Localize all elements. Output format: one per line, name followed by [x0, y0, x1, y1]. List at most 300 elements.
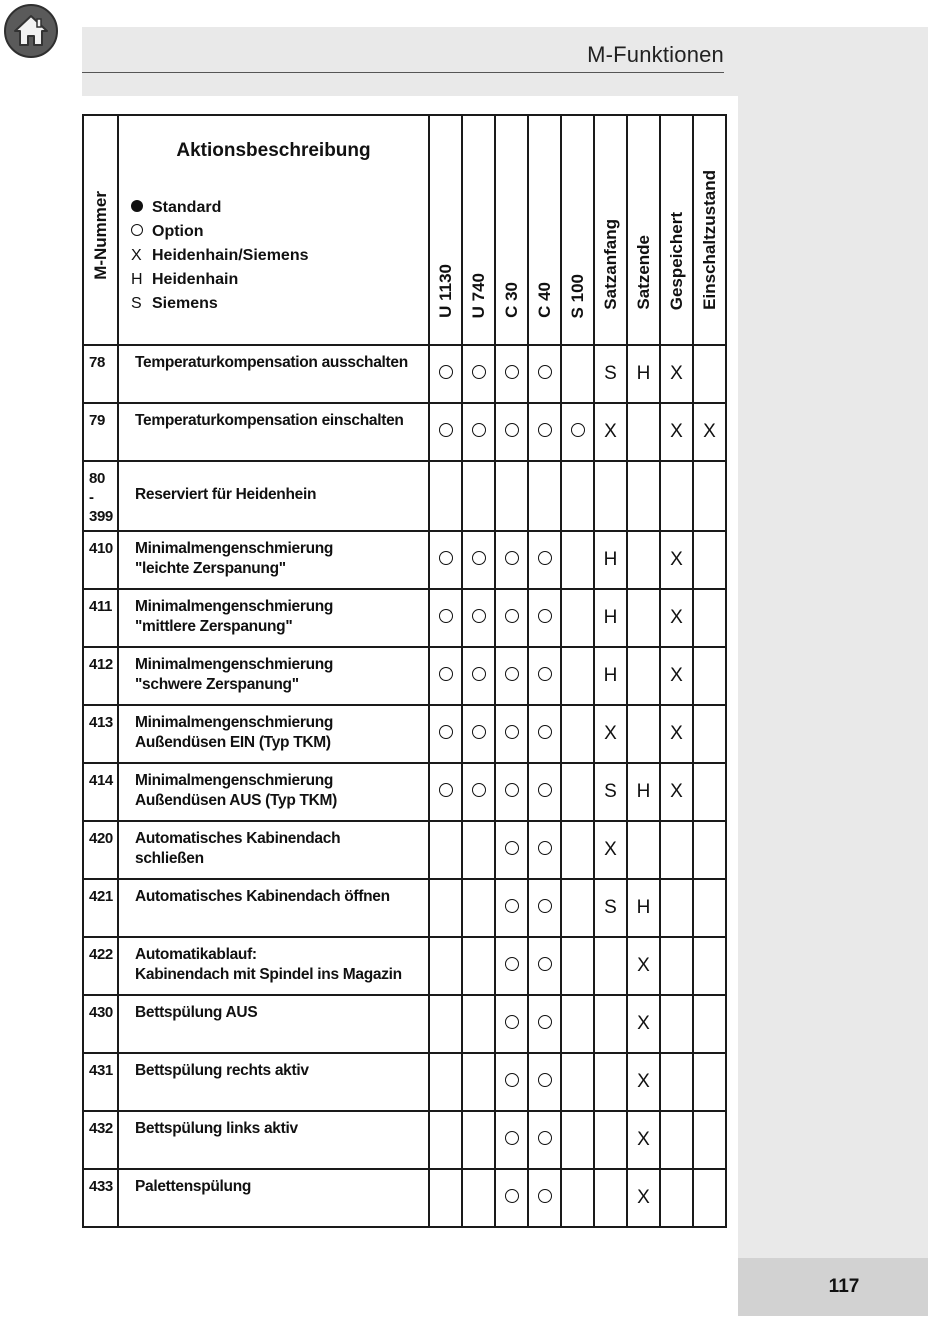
legend-label: Option: [152, 223, 204, 240]
value-cell: [528, 647, 561, 705]
description-line: Minimalmengenschmierung: [135, 656, 334, 673]
option-circle-icon: [505, 1189, 519, 1203]
legend-item: [131, 220, 416, 244]
option-circle-icon: [505, 899, 519, 913]
value-symbol: X: [637, 1187, 650, 1208]
value-cell: [429, 531, 462, 589]
value-cell: [528, 531, 561, 589]
m-number: 411: [89, 598, 112, 615]
value-cell: [594, 1169, 627, 1227]
description-line: Palettenspülung: [135, 1178, 252, 1195]
option-circle-icon: [538, 1015, 552, 1029]
value-symbol: X: [670, 723, 683, 744]
table-row: [83, 1111, 726, 1169]
option-circle-icon: [439, 667, 453, 681]
value-cell: [594, 879, 627, 937]
open-circle-icon: [131, 223, 152, 241]
description-cell: [118, 403, 429, 461]
value-symbol: S: [604, 363, 617, 384]
table-row: [83, 403, 726, 461]
option-circle-icon: [439, 725, 453, 739]
value-cell: [429, 345, 462, 403]
home-button[interactable]: [4, 4, 58, 58]
option-circle-icon: [538, 1073, 552, 1087]
page-number: 117: [828, 1276, 860, 1297]
option-circle-icon: [472, 667, 486, 681]
value-cell: [429, 763, 462, 821]
value-cell: [561, 531, 594, 589]
description-title: Aktionsbeschreibung: [176, 140, 371, 161]
value-cell: [660, 589, 693, 647]
value-symbol: X: [637, 955, 650, 976]
col-header-satzende: Satzende: [627, 115, 660, 345]
value-cell: [495, 461, 528, 531]
value-cell: [495, 1053, 528, 1111]
option-circle-icon: [505, 783, 519, 797]
value-cell: [627, 879, 660, 937]
legend-label: Heidenhain: [152, 271, 239, 288]
value-cell: [693, 531, 726, 589]
value-cell: [660, 879, 693, 937]
legend-label: Standard: [152, 199, 222, 216]
value-cell: [495, 1169, 528, 1227]
option-circle-icon: [538, 725, 552, 739]
value-cell: [429, 995, 462, 1053]
value-cell: [495, 403, 528, 461]
header-divider: [82, 72, 724, 73]
value-cell: [462, 1169, 495, 1227]
option-circle-icon: [538, 551, 552, 565]
option-circle-icon: [439, 365, 453, 379]
table-row: [83, 647, 726, 705]
legend-item: [131, 268, 416, 292]
description-line: Minimalmengenschmierung: [135, 714, 334, 731]
value-cell: [462, 461, 495, 531]
value-cell: [429, 461, 462, 531]
value-cell: [462, 705, 495, 763]
value-cell: [528, 763, 561, 821]
value-cell: [429, 1169, 462, 1227]
value-cell: [594, 589, 627, 647]
m-number: 421: [89, 888, 113, 905]
m-number-cell: [83, 879, 118, 937]
col-header-s100: S 100: [561, 115, 594, 345]
value-cell: [693, 879, 726, 937]
legend-symbol: S: [131, 295, 142, 312]
col-header-c40: C 40: [528, 115, 561, 345]
value-cell: [462, 647, 495, 705]
description-cell: [118, 647, 429, 705]
value-cell: [561, 1111, 594, 1169]
value-cell: [495, 995, 528, 1053]
option-circle-icon: [538, 783, 552, 797]
value-cell: [495, 531, 528, 589]
value-cell: [660, 1111, 693, 1169]
value-cell: [693, 995, 726, 1053]
description-line: "mittlere Zerspanung": [135, 618, 293, 635]
description-cell: [118, 1111, 429, 1169]
option-circle-icon: [571, 423, 585, 437]
m-number-cell: [83, 763, 118, 821]
description-cell: [118, 1053, 429, 1111]
value-cell: [693, 763, 726, 821]
col-header-u1130: U 1130: [429, 115, 462, 345]
option-circle-icon: [505, 1015, 519, 1029]
value-cell: [495, 763, 528, 821]
value-cell: [693, 1111, 726, 1169]
m-number-cell: [83, 461, 118, 531]
value-cell: [660, 403, 693, 461]
value-cell: [627, 1053, 660, 1111]
value-cell: [561, 1169, 594, 1227]
value-symbol: X: [670, 607, 683, 628]
value-cell: [561, 345, 594, 403]
m-number-cell: [83, 937, 118, 995]
value-symbol: X: [703, 421, 716, 442]
description-cell: [118, 345, 429, 403]
m-number: 433: [89, 1178, 113, 1195]
description-line: Minimalmengenschmierung: [135, 598, 334, 615]
value-cell: [627, 647, 660, 705]
option-circle-icon: [439, 609, 453, 623]
value-symbol: H: [603, 607, 618, 628]
description-cell: [118, 879, 429, 937]
m-number: 431: [89, 1062, 113, 1079]
description-line: Bettspülung links aktiv: [135, 1120, 298, 1137]
description-line: Bettspülung rechts aktiv: [135, 1062, 309, 1079]
value-symbol: X: [604, 723, 617, 744]
value-cell: [660, 763, 693, 821]
value-cell: [495, 821, 528, 879]
header-band: [82, 27, 928, 96]
side-band: [738, 96, 928, 1316]
value-cell: [561, 1053, 594, 1111]
value-symbol: X: [670, 665, 683, 686]
m-number-cell: [83, 821, 118, 879]
m-number-cell: [83, 531, 118, 589]
table-row: [83, 1053, 726, 1111]
description-cell: [118, 461, 429, 531]
home-icon: [11, 11, 51, 51]
legend-label: Heidenhain/Siemens: [152, 247, 309, 264]
value-cell: [528, 705, 561, 763]
value-cell: [660, 937, 693, 995]
description-line: schließen: [135, 850, 204, 867]
option-circle-icon: [538, 899, 552, 913]
col-header-satzanfang: Satzanfang: [594, 115, 627, 345]
table-header-row: [83, 115, 726, 345]
col-header-gespeichert: Gespeichert: [660, 115, 693, 345]
legend-item: [131, 292, 416, 316]
m-number-cell: [83, 647, 118, 705]
description-cell: [118, 937, 429, 995]
value-cell: [594, 763, 627, 821]
description-cell: [118, 589, 429, 647]
value-cell: [528, 345, 561, 403]
value-cell: [429, 879, 462, 937]
option-circle-icon: [472, 423, 486, 437]
value-cell: [627, 1169, 660, 1227]
option-circle-icon: [538, 423, 552, 437]
option-circle-icon: [538, 1189, 552, 1203]
table-row: [83, 995, 726, 1053]
option-circle-icon: [439, 783, 453, 797]
value-symbol: X: [670, 781, 683, 802]
value-cell: [660, 995, 693, 1053]
value-symbol: X: [637, 1071, 650, 1092]
m-number: 78: [89, 354, 105, 371]
value-cell: [561, 763, 594, 821]
value-cell: [462, 1053, 495, 1111]
description-cell: [118, 995, 429, 1053]
value-cell: [594, 461, 627, 531]
table-row: [83, 821, 726, 879]
value-cell: [660, 345, 693, 403]
description-cell: [118, 705, 429, 763]
value-cell: [528, 995, 561, 1053]
value-cell: [495, 589, 528, 647]
m-number-cell: [83, 1111, 118, 1169]
value-cell: [561, 995, 594, 1053]
value-cell: [561, 461, 594, 531]
legend-symbol: H: [131, 271, 143, 288]
value-cell: [429, 821, 462, 879]
option-circle-icon: [538, 667, 552, 681]
value-cell: [495, 705, 528, 763]
filled-circle-icon: [131, 199, 152, 217]
value-cell: [660, 1053, 693, 1111]
legend-label: Siemens: [152, 295, 218, 312]
option-circle-icon: [472, 551, 486, 565]
table-row: [83, 763, 726, 821]
description-line: Temperaturkompensation einschalten: [135, 412, 404, 429]
value-symbol: X: [637, 1013, 650, 1034]
description-line: Automatikablauf:: [135, 946, 257, 963]
col-header-m-nummer: M-Nummer: [83, 115, 118, 345]
value-cell: [627, 763, 660, 821]
description-cell: [118, 531, 429, 589]
option-circle-icon: [505, 423, 519, 437]
value-symbol: X: [670, 363, 683, 384]
value-cell: [528, 589, 561, 647]
legend-symbol: X: [131, 247, 142, 264]
table-row: [83, 589, 726, 647]
option-circle-icon: [505, 957, 519, 971]
col-header-einschaltzustand: Einschaltzustand: [693, 115, 726, 345]
m-number: 420: [89, 830, 113, 847]
option-circle-icon: [505, 841, 519, 855]
value-symbol: H: [603, 549, 618, 570]
m-number-cell: [83, 403, 118, 461]
value-cell: [429, 589, 462, 647]
description-line: Automatisches Kabinendach: [135, 830, 341, 847]
legend-item: [131, 244, 416, 268]
value-cell: [693, 647, 726, 705]
value-cell: [462, 821, 495, 879]
value-cell: [528, 403, 561, 461]
m-number: 399: [89, 508, 113, 525]
value-cell: [528, 461, 561, 531]
value-cell: [462, 1111, 495, 1169]
option-circle-icon: [505, 365, 519, 379]
value-cell: [627, 589, 660, 647]
value-cell: [528, 821, 561, 879]
value-cell: [462, 531, 495, 589]
value-cell: [627, 531, 660, 589]
value-symbol: S: [604, 897, 617, 918]
m-number-cell: [83, 1053, 118, 1111]
value-cell: [528, 1053, 561, 1111]
m-number: 80: [89, 470, 105, 487]
description-cell: [118, 821, 429, 879]
description-cell: [118, 1169, 429, 1227]
description-line: Kabinendach mit Spindel ins Magazin: [135, 966, 402, 983]
value-cell: [627, 1111, 660, 1169]
m-number: 79: [89, 412, 105, 429]
value-cell: [495, 647, 528, 705]
option-circle-icon: [472, 609, 486, 623]
m-number: 432: [89, 1120, 113, 1137]
m-number-cell: [83, 345, 118, 403]
page-number-box: [738, 1258, 928, 1316]
table-row: [83, 345, 726, 403]
legend: [131, 196, 416, 316]
table-row: [83, 1169, 726, 1227]
m-number: 414: [89, 772, 113, 789]
table-row: [83, 461, 726, 531]
value-cell: [561, 403, 594, 461]
col-header-description: [118, 115, 429, 345]
option-circle-icon: [505, 551, 519, 565]
value-symbol: X: [637, 1129, 650, 1150]
value-symbol: X: [670, 421, 683, 442]
description-line: Außendüsen AUS (Typ TKM): [135, 792, 338, 809]
value-cell: [627, 937, 660, 995]
value-cell: [660, 647, 693, 705]
value-cell: [462, 879, 495, 937]
value-cell: [561, 647, 594, 705]
value-cell: [660, 1169, 693, 1227]
value-cell: [429, 937, 462, 995]
col-header-c30: C 30: [495, 115, 528, 345]
option-circle-icon: [472, 365, 486, 379]
value-cell: [594, 647, 627, 705]
value-cell: [693, 461, 726, 531]
value-symbol: X: [604, 839, 617, 860]
m-functions-table: [82, 114, 727, 1228]
m-number-cell: [83, 705, 118, 763]
value-cell: [561, 705, 594, 763]
value-cell: [693, 705, 726, 763]
value-cell: [429, 1053, 462, 1111]
value-cell: [561, 821, 594, 879]
m-number: -: [89, 489, 94, 506]
description-line: Reserviert für Heidenhein: [135, 486, 317, 503]
value-cell: [627, 461, 660, 531]
description-line: "schwere Zerspanung": [135, 676, 299, 693]
option-circle-icon: [472, 725, 486, 739]
value-cell: [561, 589, 594, 647]
value-cell: [594, 705, 627, 763]
description-line: Temperaturkompensation ausschalten: [135, 354, 408, 371]
value-cell: [594, 403, 627, 461]
value-cell: [594, 995, 627, 1053]
table-body: [83, 345, 726, 1227]
value-cell: [693, 821, 726, 879]
m-number: 430: [89, 1004, 113, 1021]
value-cell: [594, 531, 627, 589]
description-line: Bettspülung AUS: [135, 1004, 258, 1021]
option-circle-icon: [538, 609, 552, 623]
m-number: 413: [89, 714, 113, 731]
option-circle-icon: [538, 365, 552, 379]
value-cell: [561, 879, 594, 937]
value-cell: [462, 345, 495, 403]
value-cell: [462, 763, 495, 821]
value-cell: [594, 1111, 627, 1169]
value-cell: [627, 821, 660, 879]
description-line: Minimalmengenschmierung: [135, 772, 334, 789]
value-symbol: H: [636, 781, 651, 802]
value-cell: [462, 403, 495, 461]
value-symbol: H: [603, 665, 618, 686]
option-circle-icon: [439, 551, 453, 565]
value-cell: [660, 531, 693, 589]
value-cell: [462, 937, 495, 995]
value-cell: [660, 461, 693, 531]
value-cell: [528, 1111, 561, 1169]
value-cell: [429, 1111, 462, 1169]
value-cell: [528, 879, 561, 937]
value-cell: [627, 403, 660, 461]
value-cell: [660, 821, 693, 879]
col-header-u740: U 740: [462, 115, 495, 345]
description-line: "leichte Zerspanung": [135, 560, 286, 577]
value-cell: [462, 995, 495, 1053]
m-number: 422: [89, 946, 113, 963]
value-cell: [594, 937, 627, 995]
value-cell: [693, 589, 726, 647]
description-cell: [118, 763, 429, 821]
value-cell: [660, 705, 693, 763]
value-cell: [594, 345, 627, 403]
value-cell: [693, 937, 726, 995]
value-cell: [495, 1111, 528, 1169]
m-number: 410: [89, 540, 113, 557]
value-symbol: X: [670, 549, 683, 570]
value-cell: [594, 821, 627, 879]
value-cell: [693, 1053, 726, 1111]
table-row: [83, 705, 726, 763]
value-cell: [693, 403, 726, 461]
value-cell: [693, 345, 726, 403]
value-cell: [627, 705, 660, 763]
option-circle-icon: [472, 783, 486, 797]
value-cell: [528, 1169, 561, 1227]
option-circle-icon: [538, 841, 552, 855]
table-row: [83, 531, 726, 589]
m-number-cell: [83, 589, 118, 647]
description-line: Minimalmengenschmierung: [135, 540, 334, 557]
value-cell: [495, 345, 528, 403]
table-row: [83, 937, 726, 995]
value-cell: [627, 995, 660, 1053]
value-cell: [462, 589, 495, 647]
table-row: [83, 879, 726, 937]
description-line: Außendüsen EIN (Typ TKM): [135, 734, 331, 751]
option-circle-icon: [505, 725, 519, 739]
option-circle-icon: [538, 1131, 552, 1145]
